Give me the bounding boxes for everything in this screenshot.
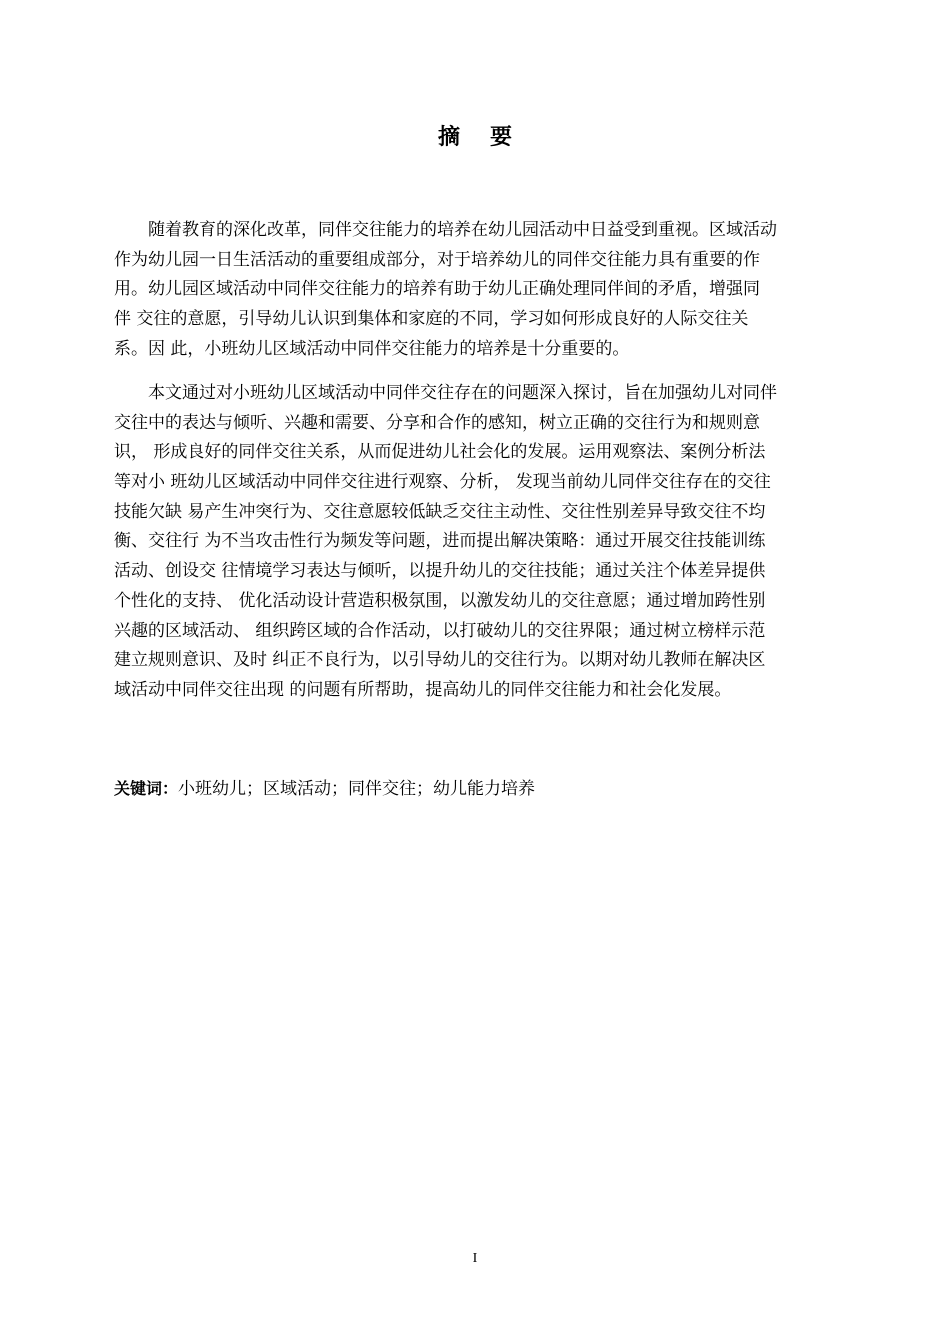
paragraph-line: 等对小 班幼儿区域活动中同伴交往进行观察、分析， 发现当前幼儿同伴交往存在的交往 [114, 472, 771, 493]
paragraph-line: 衡、交往行 为不当攻击性行为频发等问题，进而提出解决策略：通过开展交往技能训练 [114, 531, 766, 552]
paragraph-line: 用。幼儿园区域活动中同伴交往能力的培养有助于幼儿正确处理同伴间的矛盾，增强同 [114, 279, 760, 300]
keywords [114, 775, 535, 803]
page-title [0, 118, 950, 158]
keywords-label: 关键词： [114, 779, 179, 798]
paragraph-line: 交往中的表达与倾听、兴趣和需要、分享和合作的感知，树立正确的交往行为和规则意 [114, 412, 760, 433]
paragraph-line: 兴趣的区域活动、 组织跨区域的合作活动，以打破幼儿的交往界限；通过树立榜样示范 [114, 620, 766, 641]
paragraph-line: 活动、创设交 往情境学习表达与倾听，以提升幼儿的交往技能；通过关注个体差异提供 [114, 561, 766, 582]
paragraph-line: 个性化的支持、 优化活动设计营造积极氛围，以激发幼儿的交往意愿；通过增加跨性别 [114, 590, 766, 611]
title-char-2: 要 [490, 125, 513, 150]
paragraph-line: 系。因 此，小班幼儿区域活动中同伴交往能力的培养是十分重要的。 [114, 338, 630, 359]
abstract-paragraph-2 [114, 379, 856, 706]
title-char-1: 摘 [437, 125, 460, 150]
page-number: I [472, 1251, 478, 1266]
paragraph-line: 识， 形成良好的同伴交往关系，从而促进幼儿社会化的发展。运用观察法、案例分析法 [114, 442, 766, 463]
keywords-text: 小班幼儿；区域活动；同伴交往；幼儿能力培养 [178, 779, 536, 799]
paragraph-line: 域活动中同伴交往出现 的问题有所帮助，提高幼儿的同伴交往能力和社会化发展。 [114, 679, 732, 700]
paragraph-line: 技能欠缺 易产生冲突行为、交往意愿较低缺乏交往主动性、交往性别差异导致交往不均 [114, 501, 766, 522]
paragraph-line: 建立规则意识、及时 纠正不良行为，以引导幼儿的交往行为。以期对幼儿教师在解决区 [114, 650, 766, 671]
paragraph-line: 本文通过对小班幼儿区域活动中同伴交往存在的问题深入探讨，旨在加强幼儿对同伴 [114, 383, 777, 403]
abstract-paragraph-1 [114, 216, 856, 364]
paragraph-line: 伴 交往的意愿，引导幼儿认识到集体和家庭的不同，学习如何形成良好的人际交往关 [114, 309, 749, 330]
paragraph-line: 作为幼儿园一日生活活动的重要组成部分，对于培养幼儿的同伴交往能力具有重要的作 [114, 249, 760, 270]
paragraph-line: 随着教育的深化改革，同伴交往能力的培养在幼儿园活动中日益受到重视。区域活动 [114, 220, 777, 240]
